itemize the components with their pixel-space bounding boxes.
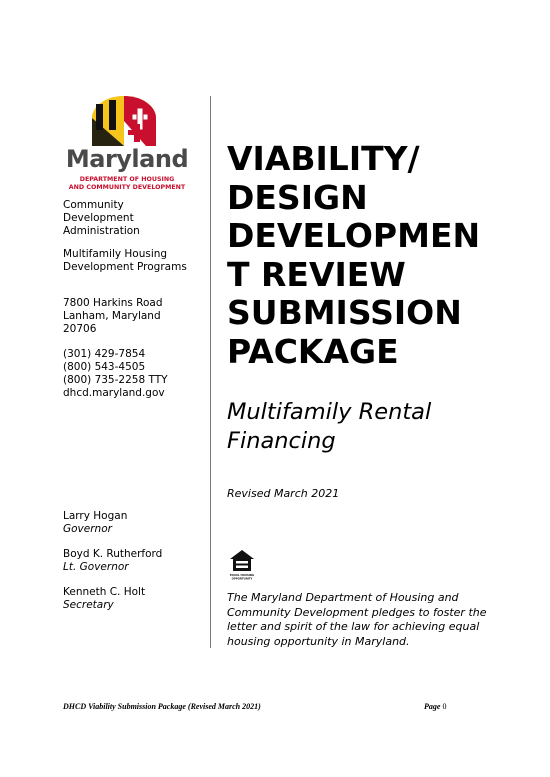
document-subtitle: Multifamily Rental Financing [227, 399, 432, 454]
footer-page-number [424, 702, 446, 711]
address-block: 7800 Harkins Road Lanham, Maryland 20706 [63, 297, 163, 335]
contact-block [63, 348, 203, 400]
page-number: 0 [442, 702, 447, 711]
equal-housing-pledge: The Maryland Department of Housing and Community Development pledges to foster the letter and spirit of the law for achieving equal housing opportunity in Maryland. [227, 591, 487, 648]
phone-main: (301) 429-7854 [63, 348, 146, 360]
maryland-wordmark: Maryland [65, 145, 189, 173]
program-name: Multifamily Housing Development Programs [63, 248, 187, 273]
maryland-flag-icon [92, 96, 156, 146]
dept-name-line-2: AND COMMUNITY DEVELOPMENT [68, 184, 186, 191]
official-governor: Larry Hogan Governor [63, 510, 128, 535]
website-link[interactable]: dhcd.maryland.gov [63, 387, 165, 399]
dept-name-line-1: DEPARTMENT OF HOUSING [79, 176, 175, 183]
official-secretary: Kenneth C. Holt Secretary [63, 586, 146, 611]
equal-housing-opportunity-icon [229, 549, 255, 581]
phone-tty: (800) 735-2258 TTY [63, 374, 168, 386]
division-name: Community Development Administration [63, 199, 140, 237]
phone-tollfree: (800) 543-4505 [63, 361, 146, 373]
document-title: VIABILITY/ DESIGN DEVELOPMEN T REVIEW SUBMISSION PACKAGE [227, 139, 481, 371]
revision-date: Revised March 2021 [227, 487, 340, 500]
svg-text:EQUAL HOUSING: EQUAL HOUSING [229, 574, 255, 577]
column-divider [210, 96, 211, 648]
svg-text:OPPORTUNITY: OPPORTUNITY [231, 577, 253, 581]
official-lt-governor: Boyd K. Rutherford Lt. Governor [63, 548, 163, 573]
footer-document-name: DHCD Viability Submission Package (Revised March 2021) [63, 702, 261, 711]
page-label: Page [424, 702, 441, 711]
